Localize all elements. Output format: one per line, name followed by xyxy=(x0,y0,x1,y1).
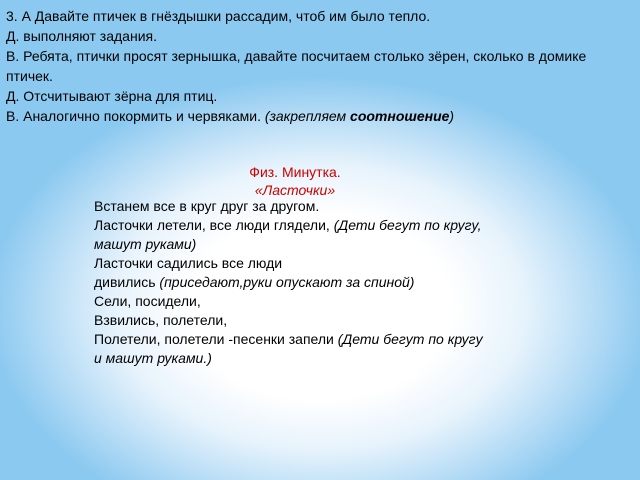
intro-line-1: 3. А Давайте птичек в гнёздышки рассадим, чтоб им было тепло. xyxy=(6,8,431,24)
exercise-title: Физ. Минутка. xyxy=(249,164,341,180)
intro-line-5-note: (закрепляем xyxy=(264,108,347,124)
poem-line-3: Ласточки садились все люди xyxy=(94,255,283,271)
poem-line-4-text: дивились xyxy=(94,274,156,290)
poem-line-4 xyxy=(94,273,494,292)
exercise-subtitle: «Ласточки» xyxy=(254,182,336,198)
poem-line-7 xyxy=(94,330,494,368)
intro-line-5 xyxy=(6,106,634,126)
poem-line-7-note: (Дети бегут по кругу и машут руками.) xyxy=(94,331,483,366)
poem-line-5: Сели, посидели, xyxy=(94,293,201,309)
poem-line-6: Взвились, полетели, xyxy=(94,312,228,328)
intro-line-3: В. Ребята, птички просят зернышка, давайте посчитаем столько зёрен, сколько в домике птичек. xyxy=(6,48,587,84)
poem-line-7-text: Полетели, полетели -песенки запели xyxy=(94,331,334,347)
poem-line-1: Встанем все в круг друг за другом. xyxy=(94,198,320,214)
poem-line-2-text: Ласточки летели, все люди глядели, xyxy=(94,217,330,233)
intro-line-5-emphasis: соотношение xyxy=(350,108,450,124)
intro-text xyxy=(6,6,634,126)
intro-line-5-main: В. Аналогично покормить и червяками. xyxy=(6,108,261,124)
exercise-poem xyxy=(94,197,494,368)
poem-line-2 xyxy=(94,216,494,254)
poem-line-4-note: (приседают,руки опускают за спиной) xyxy=(159,274,415,290)
intro-line-2: Д. выполняют задания. xyxy=(6,28,157,44)
intro-line-5-close: ) xyxy=(449,108,455,124)
poem-line-2-note: (Дети бегут по кругу, машут руками) xyxy=(94,217,482,252)
intro-line-4: Д. Отсчитывают зёрна для птиц. xyxy=(6,88,218,104)
